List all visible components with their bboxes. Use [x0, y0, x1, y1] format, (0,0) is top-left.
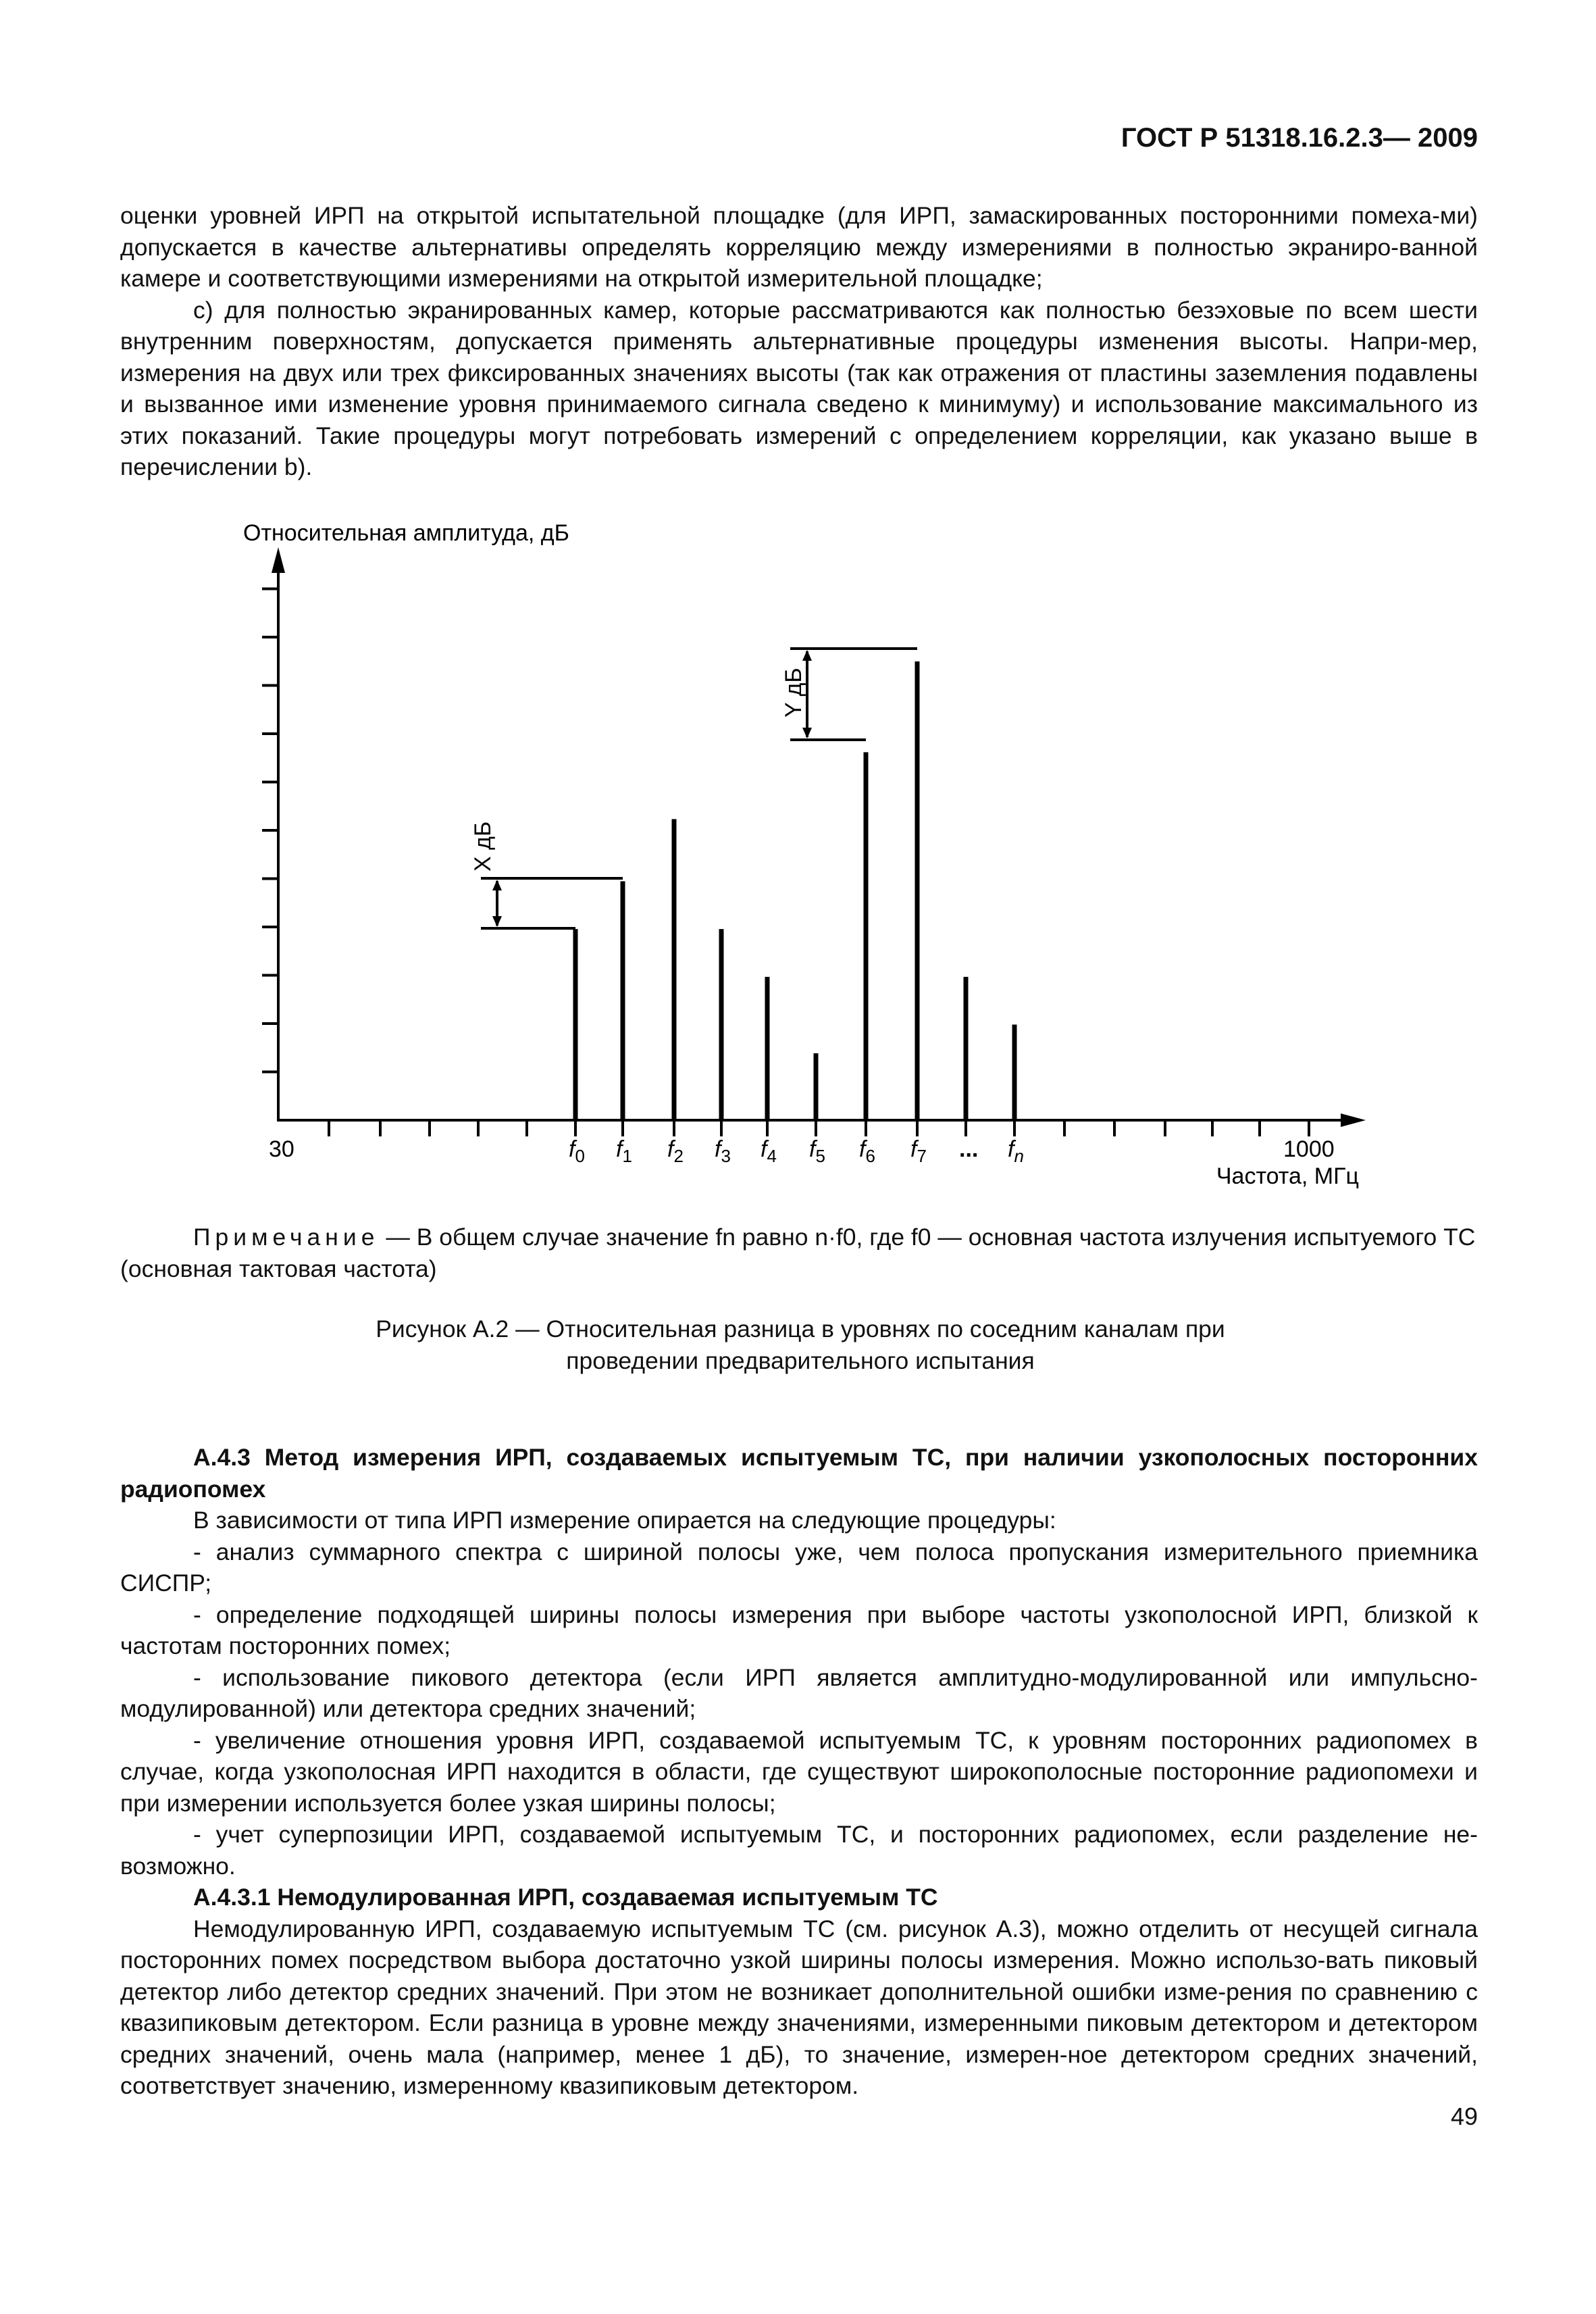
section-a43 — [120, 1442, 1478, 2102]
list-item: - определение подходящей ширины полосы измерения при выборе частоты узкополосной ИРП, близкой к частотам посторонних помех; — [120, 1601, 1478, 1659]
y-axis-arrow — [272, 547, 285, 573]
x-start-label: 30 — [269, 1136, 294, 1162]
x-tick-label: $f_1$ — [616, 1136, 632, 1166]
y-db-label: Y дБ — [781, 668, 806, 718]
caption-line-1: Рисунок А.2 — Относительная разница в уровнях по соседним каналам при — [376, 1315, 1225, 1342]
list-item: - анализ суммарного спектра с шириной полосы уже, чем полоса пропускания измерительного приемника СИСПР; — [120, 1538, 1478, 1596]
x-axis-arrow — [1341, 1113, 1366, 1127]
x-tick-label: $f_6$ — [859, 1136, 875, 1166]
list-item: - увеличение отношения уровня ИРП, создаваемой испытуемым ТС, к уровням посторонних радиопомех в случае, когда узкополосная ИРП находится в области, где существуют широкополосные посторонние радиопомехи и при измерении используется более узкая ширины полосы; — [120, 1726, 1478, 1817]
x-tick-label: $f_5$ — [809, 1136, 825, 1166]
x-tick-label: ... — [959, 1136, 979, 1162]
y-axis-label: Относительная амплитуда, дБ — [243, 520, 569, 546]
caption-line-2: проведении предварительного испытания — [566, 1347, 1035, 1374]
intro-paragraph-1: оценки уровней ИРП на открытой испытательной площадке (для ИРП, замаскированных посторонними помеха-ми) допускается в качестве альтернативы определять корреляцию между измерениями в полностью экраниро-ванной камере и соответствующими измерениями на открытой измерительной площадке; — [120, 202, 1478, 292]
x-db-label: X дБ — [470, 821, 496, 872]
x-end-label: 1000 — [1283, 1136, 1335, 1162]
annotations — [481, 649, 917, 928]
figure-note — [120, 1222, 1478, 1284]
figure-caption — [122, 1313, 1479, 1376]
x-tick-label: $f_0$ — [569, 1136, 585, 1166]
list-item: - учет суперпозиции ИРП, создаваемой испытуемым ТС, и посторонних радиопомех, если разделение не-возможно. — [120, 1821, 1478, 1880]
subsection-heading: А.4.3.1 Немодулированная ИРП, создаваемая испытуемым ТС — [193, 1884, 938, 1911]
note-text: — В общем случае значение fn равно n·f0, где f0 — основная частота излучения испытуемого ТС (основная тактовая частота) — [120, 1224, 1476, 1282]
document-header: ГОСТ Р 51318.16.2.3— 2009 — [1121, 123, 1478, 153]
list-item: - использование пикового детектора (если ИРП является амплитудно-модулированной или импульсно-модулированной) или детектора средних значений; — [120, 1663, 1478, 1722]
x-tick-label: $f_4$ — [761, 1136, 777, 1166]
x-tick-label: $f_2$ — [667, 1136, 684, 1166]
section-heading: А.4.3 Метод измерения ИРП, создаваемых испытуемым ТС, при наличии узкополосных посторонних радиопомех — [120, 1444, 1478, 1503]
note-label: Примечание — [193, 1224, 380, 1251]
x-axis-label: Частота, МГц — [1216, 1163, 1359, 1189]
x-tick-label: $f_n$ — [1008, 1136, 1024, 1166]
x-tick-label: $f_7$ — [910, 1136, 927, 1166]
page-number: 49 — [1450, 2103, 1478, 2130]
x-tick-label: $f_3$ — [715, 1136, 731, 1166]
subsection-text: Немодулированную ИРП, создаваемую испытуемым ТС (см. рисунок А.3), можно отделить от несущей сигнала посторонних помех посредством выбора достаточно узкой ширины полосы измерения. Можно использо-вать пиковый детектор либо детектор средних значений. При этом не возникает дополнительной ошибки изме-рения по сравнению с квазипиковым детектором. Если разница в уровне между значениями, измеренными пиковым детектором и детектором средних значений, очень мала (например, менее 1 дБ), то значение, измерен-ное детектором средних значений, соответствует значению, измеренному квазипиковым детектором. — [120, 1915, 1478, 2099]
intro-paragraph-2: с) для полностью экранированных камер, которые рассматриваются как полностью безэховые по всем шести внутренним поверхностям, допускается применять альтернативные процедуры изменения высоты. Напри-мер, измерения на двух или трех фиксированных значениях высоты (так как отражения от пластины заземления подавлены и вызванное ими изменение уровня принимаемого сигнала сведено к минимуму) и использование максимального из этих показаний. Такие процедуры могут потребовать измерений с определением корреляции, как указано выше в перечислении b). — [120, 296, 1478, 480]
section-intro: В зависимости от типа ИРП измерение опирается на следующие процедуры: — [193, 1507, 1056, 1534]
